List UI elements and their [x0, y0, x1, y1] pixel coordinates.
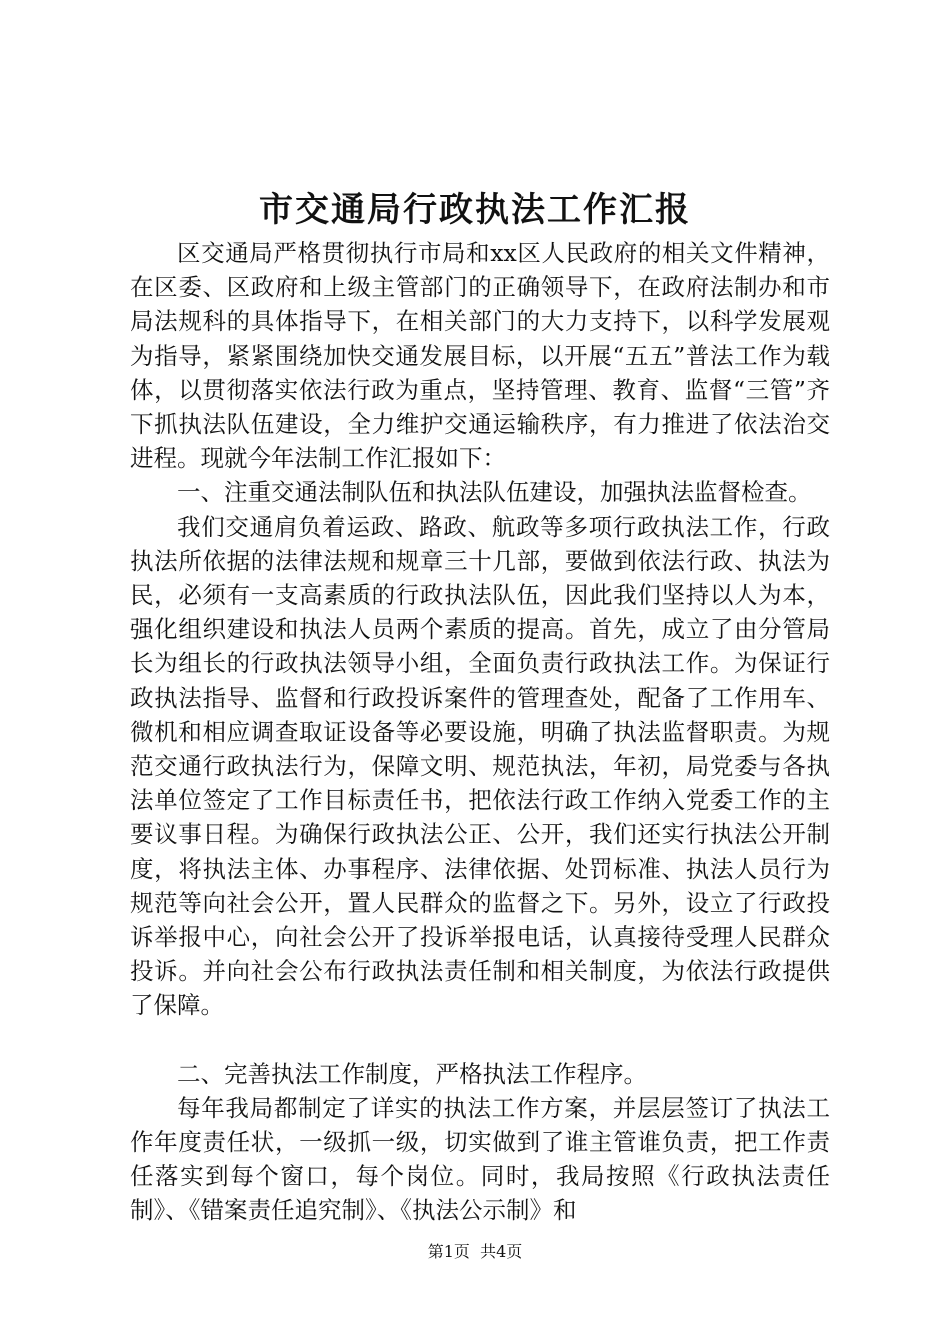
section-heading-1: 一、注重交通法制队伍和执法队伍建设，加强执法监督检查。 [177, 478, 812, 507]
page-number-label: 第1页 共4页 [427, 1242, 523, 1261]
intro-paragraph: 区交通局严格贯彻执行市局和xx区人民政府的相关文件精神，在区委、区政府和上级主管部门的正确领导下，在政府法制办和市局法规科的具体指导下，在相关部门的大力支持下，以科学发展观为指导，紧紧围绕加快交通发展目标，以开展“五五”普法工作为载体，以贯彻落实依法行政为重点，坚持管理、教育、监督“三管”齐下抓执法队伍建设，全力维护交通运输秩序，有力推进了依法治交进程。现就今年法制工作汇报如下： [130, 239, 830, 473]
section-2-paragraph: 每年我局都制定了详实的执法工作方案，并层层签订了执法工作年度责任状，一级抓一级，切实做到了谁主管谁负责，把工作责任落实到每个窗口，每个岗位。同时，我局按照《行政执法责任制》、《错案责任追究制》、《执法公示制》和 [130, 1093, 830, 1225]
section-heading-2: 二、完善执法工作制度，严格执法工作程序。 [177, 1059, 647, 1088]
document-body [130, 236, 830, 1228]
page-footer [0, 1240, 950, 1264]
paragraph-spacer [130, 1023, 830, 1057]
section-1-paragraph: 我们交通肩负着运政、路政、航政等多项行政执法工作，行政执法所依据的法律法规和规章三十几部，要做到依法行政、执法为民，必须有一支高素质的行政执法队伍，因此我们坚持以人为本，强化组织建设和执法人员两个素质的提高。首先，成立了由分管局长为组长的行政执法领导小组，全面负责行政执法工作。为保证行政执法指导、监督和行政投诉案件的管理查处，配备了工作用车、微机和相应调查取证设备等必要设施，明确了执法监督职责。为规范交通行政执法行为，保障文明、规范执法，年初，局党委与各执法单位签定了工作目标责任书，把依法行政工作纳入党委工作的主要议事日程。为确保行政执法公正、公开，我们还实行执法公开制度，将执法主体、办事程序、法律依据、处罚标准、执法人员行为规范等向社会公开，置人民群众的监督之下。另外，设立了行政投诉举报中心，向社会公开了投诉举报电话，认真接待受理人民群众投诉。并向社会公布行政执法责任制和相关制度，为依法行政提供了保障。 [130, 512, 830, 1020]
document-title: 市交通局行政执法工作汇报 [259, 190, 691, 230]
